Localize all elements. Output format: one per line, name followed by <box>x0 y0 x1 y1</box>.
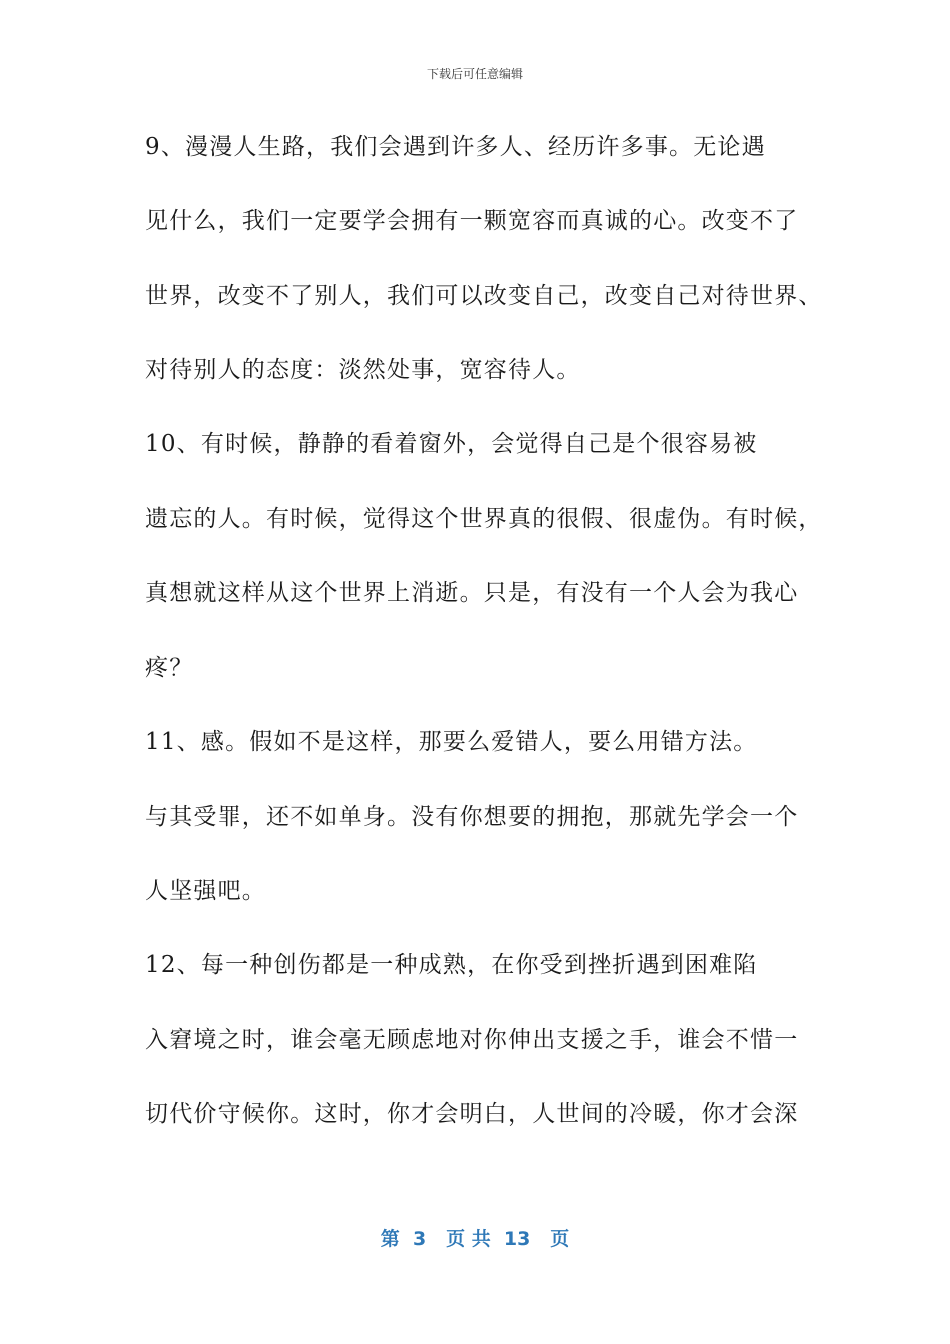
text-line: 10、有时候，静静的看着窗外，会觉得自己是个很容易被 <box>145 431 758 457</box>
text-line: 11、感。假如不是这样，那要么爱错人，要么用错方法。 <box>145 729 758 755</box>
text-line: 切代价守候你。这时，你才会明白，人世间的冷暖，你才会深 <box>145 1101 799 1127</box>
page-number-footer: 第 3 页 共 13 页 <box>380 1228 570 1250</box>
text-line: 与其受罪，还不如单身。没有你想要的拥抱，那就先学会一个 <box>145 804 799 830</box>
text-line: 9、漫漫人生路，我们会遇到许多人、经历许多事。无论遇 <box>145 134 766 160</box>
page-header: 下载后可任意编辑 <box>426 67 523 81</box>
text-line: 人坚强吧。 <box>145 878 266 904</box>
text-line: 疼？ <box>145 655 194 681</box>
text-line: 12、每一种创伤都是一种成熟，在你受到挫折遇到困难陷 <box>145 952 758 978</box>
text-line: 真想就这样从这个世界上消逝。只是，有没有一个人会为我心 <box>145 580 799 606</box>
text-line: 见什么，我们一定要学会拥有一颗宽容而真诚的心。改变不了 <box>145 208 799 234</box>
text-line: 遗忘的人。有时候，觉得这个世界真的很假、很虚伪。有时候， <box>145 506 823 532</box>
text-line: 世界，改变不了别人，我们可以改变自己，改变自己对待世界、 <box>145 283 823 309</box>
text-line: 入窘境之时，谁会毫无顾虑地对你伸出支援之手，谁会不惜一 <box>145 1027 799 1053</box>
text-line: 对待别人的态度：淡然处事，宽容待人。 <box>145 357 581 383</box>
